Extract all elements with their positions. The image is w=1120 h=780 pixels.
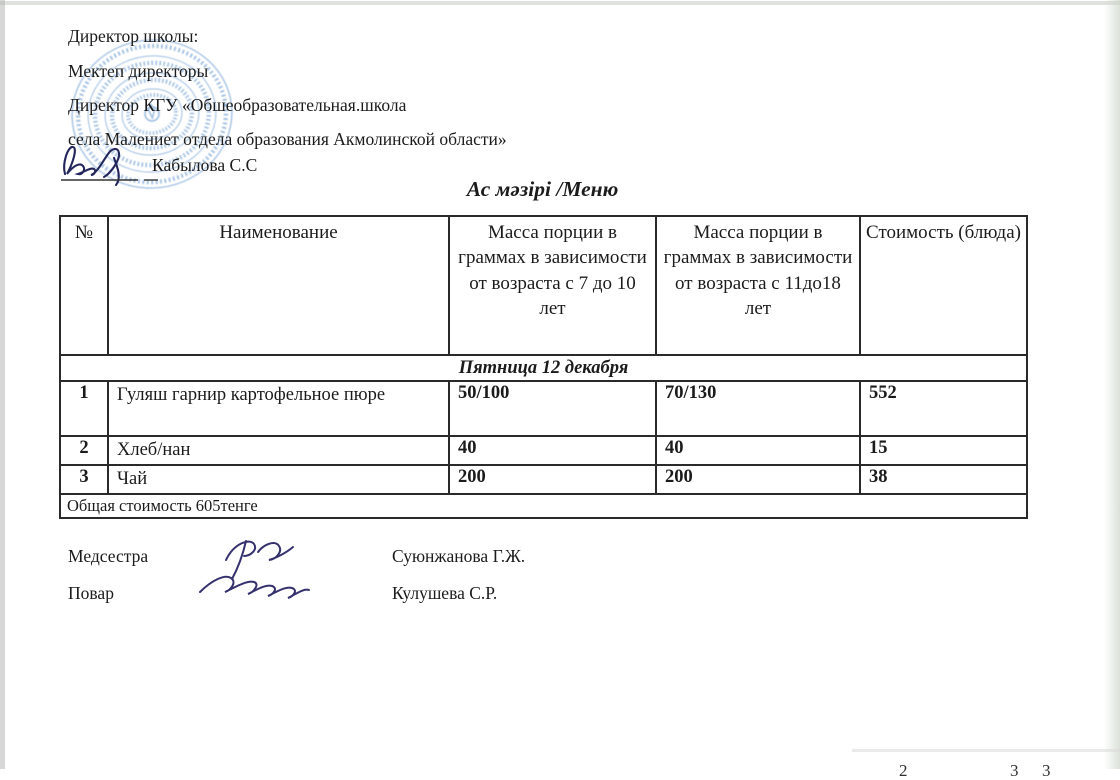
mass-7-10: 50/100: [449, 381, 656, 436]
menu-table: [59, 215, 1028, 519]
day-header: Пятница 12 декабря: [60, 355, 1027, 381]
clipped-glyph: 3: [1042, 761, 1051, 780]
director-name: Кабылова С.С: [152, 155, 258, 175]
col-header-cost: Стоимость (блюда): [860, 216, 1027, 355]
dish-name: Гуляш гарнир картофельное пюре: [108, 381, 449, 436]
mass-7-10: 40: [449, 436, 656, 465]
row-number: 1: [60, 381, 108, 436]
dish-cost: 552: [860, 381, 1027, 436]
row-number: 2: [60, 436, 108, 465]
cook-name: Кулушева С.Р.: [392, 583, 498, 603]
table-row: [60, 436, 1027, 465]
mass-11-18: 70/130: [656, 381, 860, 436]
mass-7-10: 200: [449, 465, 656, 494]
page-title: Ас мәзірі /Меню: [466, 177, 619, 201]
col-header-mass-11-18: Масса порции в граммах в зависимости от возраста с 11до18 лет: [656, 216, 860, 355]
header-line: Мектеп директоры: [68, 61, 209, 81]
clipped-glyph: 2: [899, 761, 908, 780]
table-row: [60, 465, 1027, 494]
cook-role-label: Повар: [68, 583, 114, 603]
col-header-mass-7-10: Масса порции в граммах в зависимости от возраста с 7 до 10 лет: [449, 216, 656, 355]
table-header-row: [60, 216, 1027, 355]
nurse-name: Суюнжанова Г.Ж.: [392, 546, 526, 566]
dish-name: Хлеб/нан: [108, 436, 449, 465]
nurse-role-label: Медсестра: [68, 546, 149, 566]
mass-11-18: 40: [656, 436, 860, 465]
header-line: Директор КГУ «Обшеобразовательная.школа: [68, 95, 407, 115]
total-cost: Общая стоимость 605тенге: [60, 494, 1027, 518]
staff-signatures-icon: [190, 530, 330, 612]
mass-11-18: 200: [656, 465, 860, 494]
header-line: села Малениет отдела образования Акмолинской области»: [68, 129, 507, 149]
total-row: [60, 494, 1027, 518]
scan-edge-right: [1104, 0, 1120, 769]
col-header-name: Наименование: [108, 216, 449, 355]
table-row: [60, 381, 1027, 436]
scan-smudge: [852, 749, 1120, 752]
dish-cost: 38: [860, 465, 1027, 494]
col-header-number: №: [60, 216, 108, 355]
day-header-row: [60, 355, 1027, 381]
scan-edge-left: [0, 0, 5, 769]
clipped-glyph: 3: [1010, 761, 1019, 780]
row-number: 3: [60, 465, 108, 494]
scan-edge-top: [0, 1, 1120, 5]
header-line: Директор школы:: [68, 26, 199, 46]
dish-name: Чай: [108, 465, 449, 494]
dish-cost: 15: [860, 436, 1027, 465]
